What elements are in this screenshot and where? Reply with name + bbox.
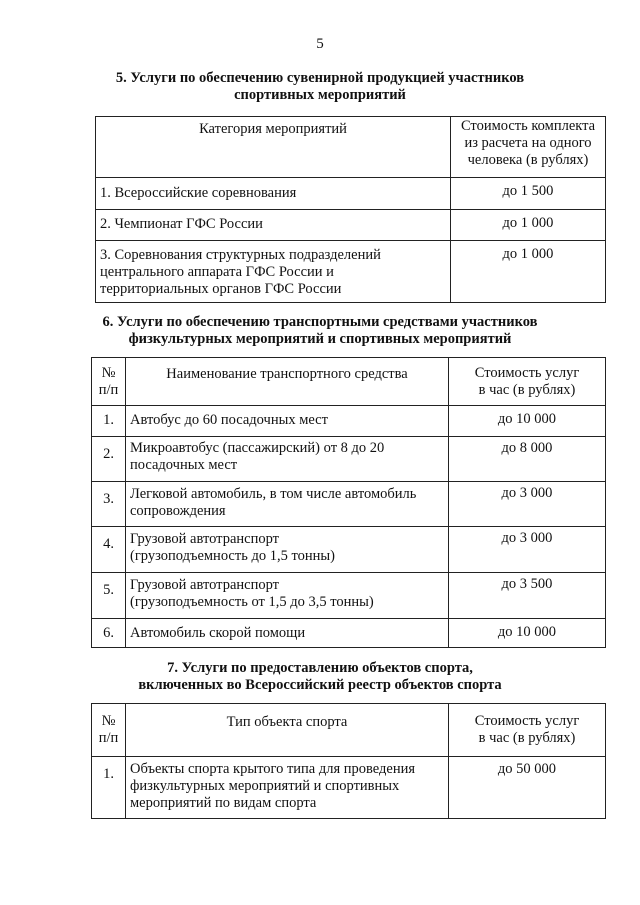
section-5-title — [0, 70, 640, 104]
section-7-title-line: 7. Услуги по предоставлению объектов спорта, — [167, 660, 473, 676]
table-header-row — [96, 117, 606, 178]
section-6-table — [91, 357, 606, 648]
row-name-line: (грузоподъемность до 1,5 тонны) — [130, 548, 335, 564]
header-category: Категория мероприятий — [96, 117, 451, 178]
section-7-title — [0, 660, 640, 694]
header-number — [92, 358, 126, 406]
table-row — [92, 619, 606, 648]
row-name — [126, 527, 449, 573]
table-row — [92, 757, 606, 819]
row-number: 1. — [92, 757, 126, 819]
header-cost-line: человека (в рублях) — [467, 152, 589, 168]
table-row — [96, 241, 606, 303]
header-number-line: п/п — [98, 730, 119, 746]
section-5-title-line: спортивных мероприятий — [234, 87, 406, 103]
row-price: до 10 000 — [449, 406, 606, 437]
row-name-line: сопровождения — [130, 503, 226, 519]
row-name: Автомобиль скорой помощи — [126, 619, 449, 648]
section-6-title-line: физкультурных мероприятий и спортивных мероприятий — [128, 331, 512, 347]
row-number: 6. — [92, 619, 126, 648]
row-name — [126, 573, 449, 619]
row-price: до 50 000 — [449, 757, 606, 819]
row-number: 4. — [92, 527, 126, 573]
row-name-line: Объекты спорта крытого типа для проведения — [130, 761, 416, 777]
row-number: 3. — [92, 482, 126, 527]
header-cost-line: Стоимость услуг — [474, 364, 580, 381]
row-name — [126, 437, 449, 482]
header-number-line: № — [101, 364, 116, 381]
row-name — [96, 241, 451, 303]
table-row — [96, 210, 606, 241]
header-cost-line: Стоимость услуг — [474, 713, 580, 729]
row-name-line: Легковой автомобиль, в том числе автомобиль — [130, 486, 417, 502]
table-row — [92, 406, 606, 437]
row-name: 1. Всероссийские соревнования — [96, 178, 451, 210]
row-name-line: (грузоподъемность от 1,5 до 3,5 тонны) — [130, 594, 374, 610]
row-name-line: физкультурных мероприятий и спортивных — [130, 778, 400, 794]
header-cost — [449, 358, 606, 406]
section-7-title-line: включенных во Всероссийский реестр объектов спорта — [138, 677, 502, 693]
row-name: 2. Чемпионат ГФС России — [96, 210, 451, 241]
header-vehicle-name: Наименование транспортного средства — [126, 358, 449, 406]
row-price: до 3 000 — [449, 527, 606, 573]
row-name-line: Грузовой автотранспорт — [130, 577, 279, 593]
row-price: до 1 500 — [451, 178, 606, 210]
section-6-title — [0, 314, 640, 348]
table-header-row — [92, 704, 606, 757]
row-name-line: Грузовой автотранспорт — [130, 531, 279, 547]
table-row — [92, 482, 606, 527]
row-number: 2. — [92, 437, 126, 482]
row-price: до 1 000 — [451, 241, 606, 303]
row-name-line: территориальных органов ГФС России — [100, 281, 342, 297]
row-name-line: 3. Соревнования структурных подразделений — [100, 247, 381, 263]
section-5-title-line: 5. Услуги по обеспечению сувенирной продукцией участников — [115, 70, 525, 86]
row-price: до 3 000 — [449, 482, 606, 527]
row-price: до 8 000 — [449, 437, 606, 482]
row-name — [126, 482, 449, 527]
table-row — [92, 527, 606, 573]
row-name-line: центрального аппарата ГФС России и — [100, 264, 334, 280]
row-name-line: посадочных мест — [130, 457, 238, 473]
table-header-row — [92, 358, 606, 406]
row-price: до 3 500 — [449, 573, 606, 619]
section-6-title-line: 6. Услуги по обеспечению транспортными средствами участников — [102, 314, 538, 330]
row-price: до 10 000 — [449, 619, 606, 648]
header-cost-line: в час (в рублях) — [478, 381, 576, 398]
header-object-type: Тип объекта спорта — [126, 704, 449, 757]
row-number: 5. — [92, 573, 126, 619]
header-cost-line: Стоимость комплекта — [460, 118, 596, 134]
header-number-line: п/п — [98, 381, 119, 398]
header-number — [92, 704, 126, 757]
header-cost-line: в час (в рублях) — [478, 730, 576, 746]
header-cost-line: из расчета на одного — [464, 135, 592, 151]
row-number: 1. — [92, 406, 126, 437]
table-row — [92, 573, 606, 619]
section-5-table — [95, 116, 606, 303]
section-7-table — [91, 703, 606, 819]
row-name — [126, 757, 449, 819]
table-row — [92, 437, 606, 482]
header-cost — [449, 704, 606, 757]
table-row — [96, 178, 606, 210]
header-cost — [451, 117, 606, 178]
row-name-line: Микроавтобус (пассажирский) от 8 до 20 — [130, 440, 385, 456]
row-name-line: мероприятий по видам спорта — [130, 795, 317, 811]
header-number-line: № — [101, 713, 116, 729]
page-number: 5 — [316, 36, 324, 52]
row-price: до 1 000 — [451, 210, 606, 241]
row-name: Автобус до 60 посадочных мест — [126, 406, 449, 437]
